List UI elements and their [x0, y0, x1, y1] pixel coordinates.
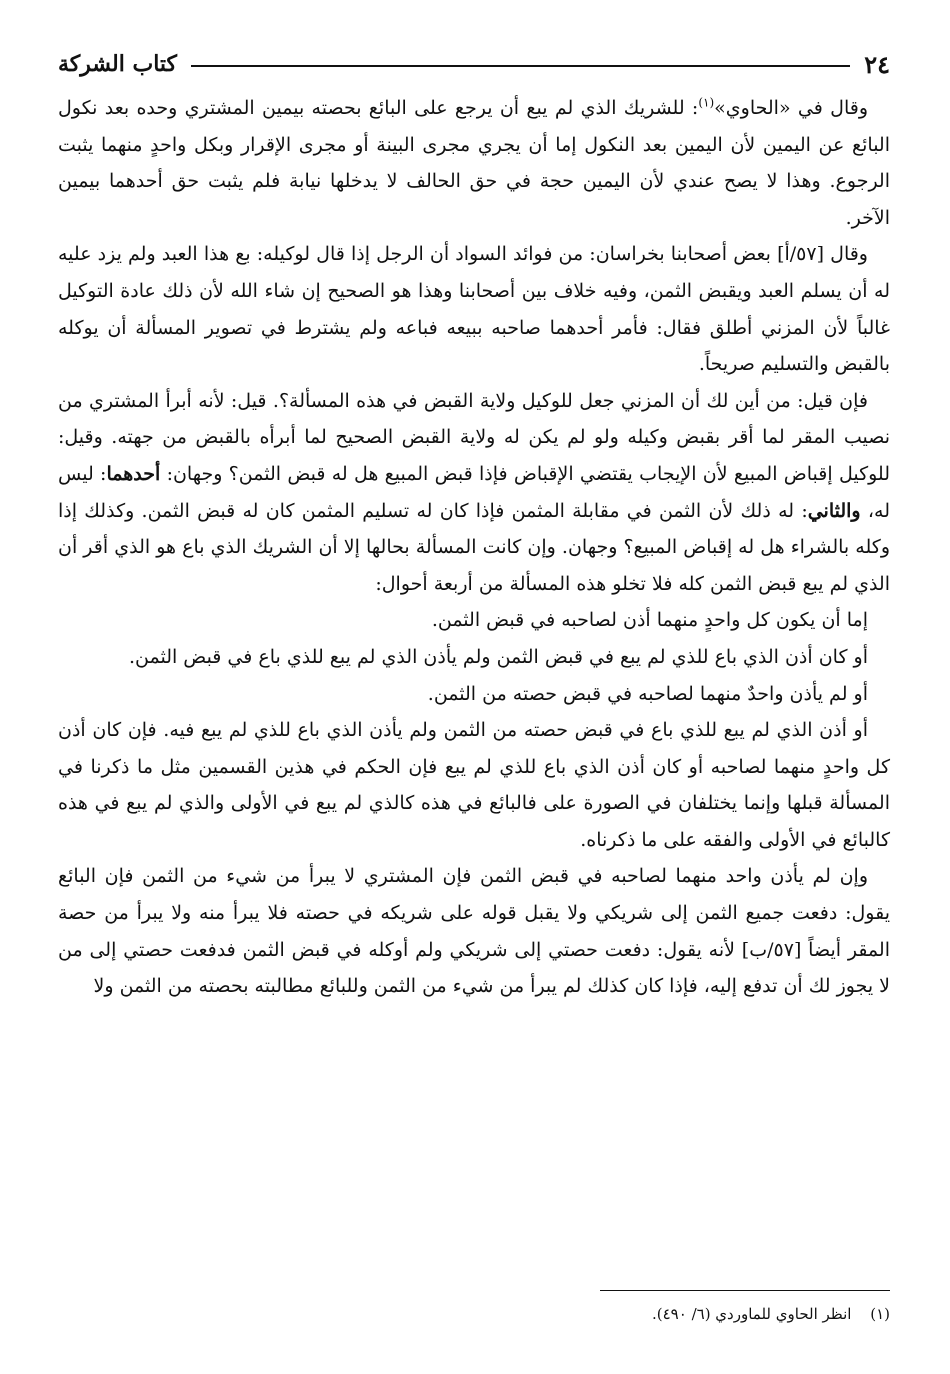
paragraph-5: أو كان أذن الذي باع للذي لم يبع في قبض الثمن ولم يأذن الذي لم يبع للذي باع في قبض الثمن.: [128, 645, 868, 668]
page-number: ٢٤: [864, 49, 890, 79]
paragraph-8: وإن لم يأذن واحد منهما لصاحبه في قبض الثمن فإن المشتري لا يبرأ من شيء من الثمن فإن البائع يقول: دفعت جميع الثمن إلى شريكي ولا يقبل قوله على شريكه في حصته فلا يبرأ منه ولا يبرأ من حصة المقر أيضاً [٥٧/ب] لأنه يقول: دفعت حصتي إلى شريكي ولم أوكله في قبض الثمن فدفعت حصتي إلى من لا يجوز لك أن تدفع إليه، فإذا كان كذلك لم يبرأ من شيء من الثمن وللبائع مطالبته بحصته من الثمن ولا: [58, 865, 890, 998]
body-text: [58, 90, 890, 1005]
paragraph-4: إما أن يكون كل واحدٍ منهما أذن لصاحبه في قبض الثمن.: [431, 609, 868, 632]
footnote-number: (١): [870, 1305, 890, 1323]
paragraph-3: فإن قيل: من أين لك أن المزني جعل للوكيل ولاية القبض في هذه المسألة؟. قيل: لأنه أبرأ المشتري من نصيب المقر لما أقر بقبض وكيله ولو لم يكن له ولاية القبض الصحيح لما أبرأه بالقبض من جهته. وقيل: للوكيل إقباض المبيع لأن الإيجاب يقتضي الإقباض فإذا قبض المبيع هل له قبض الثمن؟ وجهان: أحدهما: ليس له، والثاني: له ذلك لأن الثمن في مقابلة المثمن فإذا كان له تسليم المثمن كان له قبض الثمن. وكذلك إذا وكله بالشراء هل له إقباض المبيع؟ وجهان. وإن كانت المسألة بحالها إلا أن الشريك الذي باع هو الذي أقر أن الذي لم يبع قبض الثمن كله فلا تخلو هذه المسألة من أربعة أحوال:: [58, 389, 891, 595]
footnote-text: انظر الحاوي للماوردي (٦/ ٤٩٠).: [652, 1305, 852, 1323]
footnote-ref: (١): [698, 95, 715, 110]
footnotes: [58, 1290, 890, 1323]
footnote-rule: [600, 1290, 890, 1291]
running-head: [58, 44, 890, 84]
paragraph-1: وقال في «الحاوي»$^{(١)}$: للشريك الذي لم يبع أن يرجع على البائع بحصته بيمين المشتري وحده بعد نكول البائع عن اليمين لأن اليمين بعد النكول إما أن يجري مجرى البينة أو مجرى الإقرار وبكل واحدٍ منهما يثبت الرجوع. وهذا لا يصح عندي لأن اليمين حجة في حق الحالف لا يدخلها نيابة فلم يثبت حق أحدهما بيمين الآخر.: [58, 95, 890, 229]
paragraph-7: أو أذن الذي لم يبع للذي باع في قبض حصته من الثمن ولم يأذن الذي باع للذي لم يبع فيه. فإن كان أذن كل واحدٍ منهما لصاحبه أو كان أذن الذي باع للذي لم يبع فإن الحكم في هذين القسمين مثل ما ذكرنا في المسألة قبلها وإنما يختلفان في الصورة على فالبائع في هذه كالذي لم يبع في الأولى والذي لم يبع في هذه كالبائع في الأولى والفقه على ما ذكرناه.: [58, 719, 890, 851]
paragraph-2: وقال [٥٧/أ] بعض أصحابنا بخراسان: من فوائد السواد أن الرجل إذا قال لوكيله: بع هذا العبد ولم يزد عليه له أن يسلم العبد ويقبض الثمن، وفيه خلاف بين أصحابنا وهذا هو الصحيح إن شاء الله لأن ذلك عادة التوكيل غالباً لأن المزني أطلق فقال: فأمر أحدهما صاحبه ببيعه فباعه ولم يشترط في تصوير المسألة أن يوكله بالقبض والتسليم صريحاً.: [58, 243, 890, 376]
header-rule: [191, 65, 850, 67]
book-title: كتاب الشركة: [58, 51, 178, 77]
paragraph-6: أو لم يأذن واحدٌ منهما لصاحبه في قبض حصته من الثمن.: [427, 682, 868, 705]
page: [58, 44, 890, 1005]
footnote-item: [58, 1305, 890, 1323]
